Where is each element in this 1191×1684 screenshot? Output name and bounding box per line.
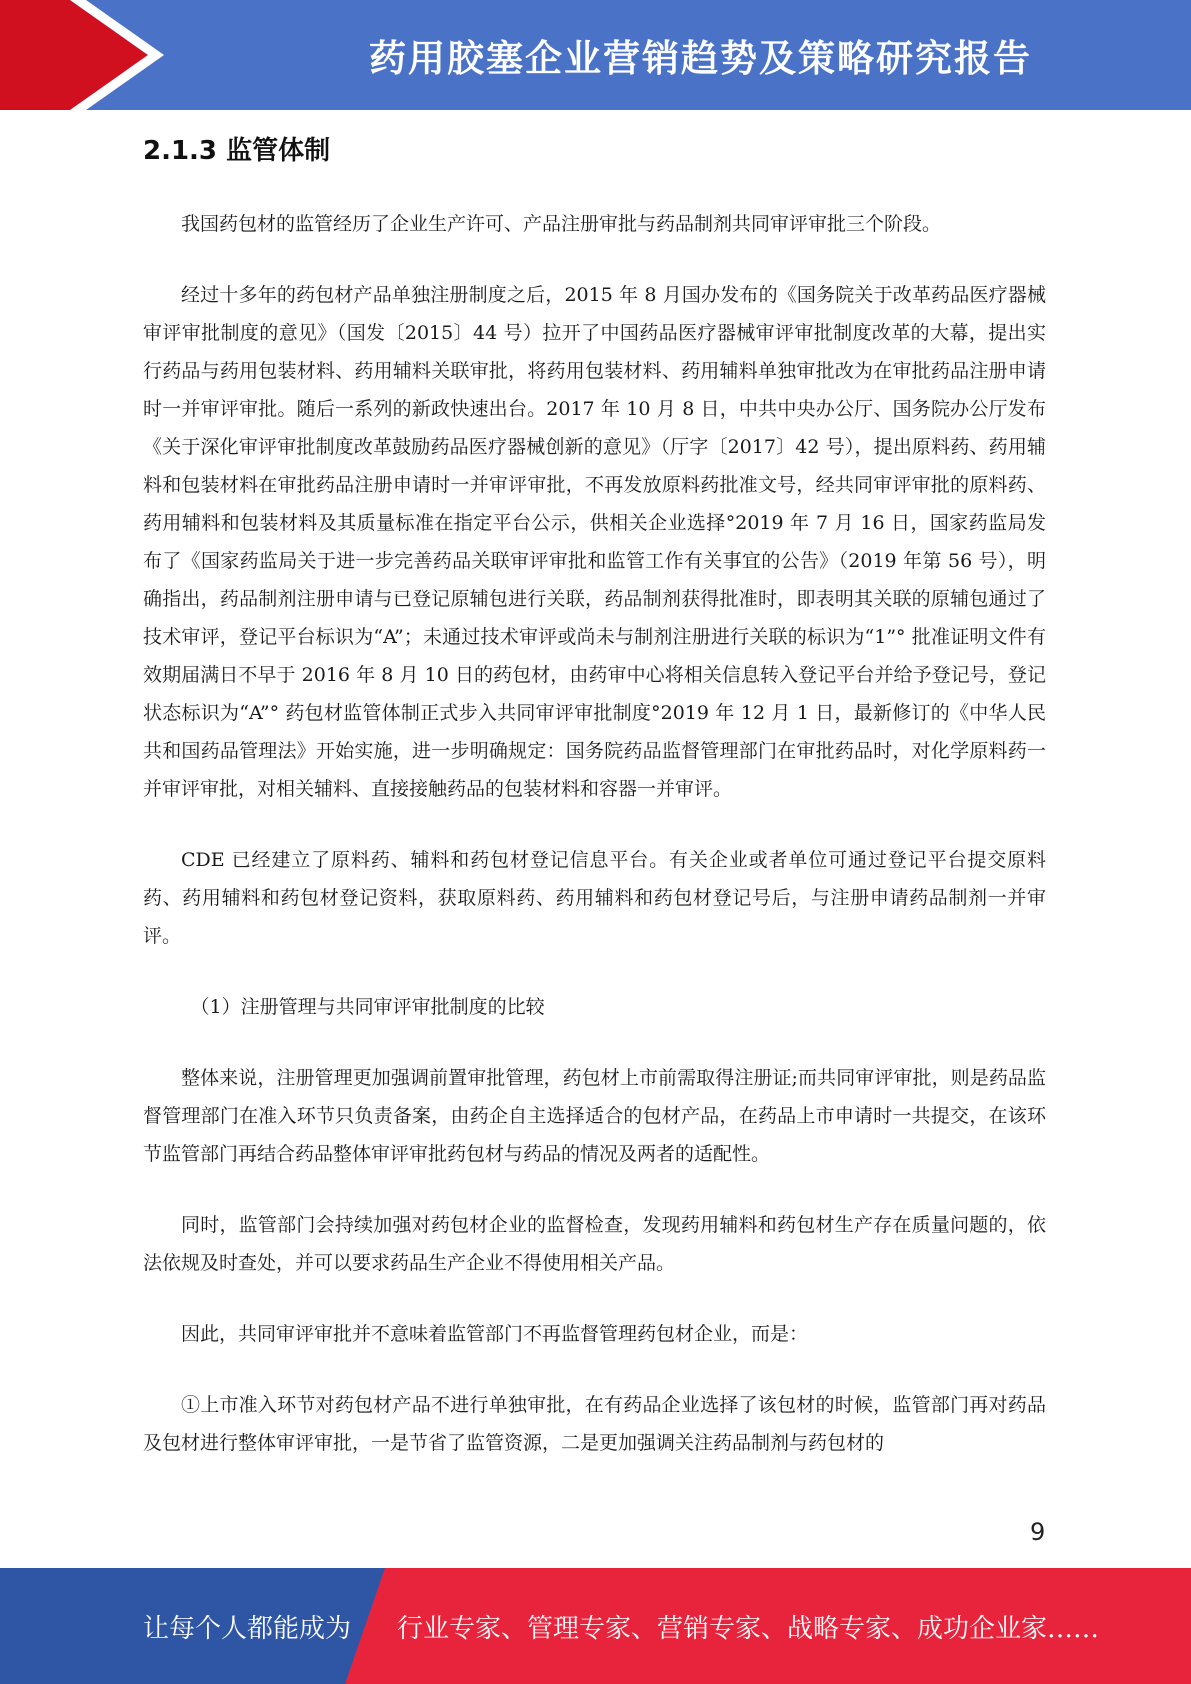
report-title: 药用胶塞企业营销趋势及策略研究报告	[369, 37, 1032, 80]
page-number: 9	[1030, 1518, 1046, 1546]
paragraph-point-one: ①上市准入环节对药包材产品不进行单独审批，在有药品企业选择了该包材的时候，监管部门再对药品及包材进行整体审评审批，一是节省了监管资源，二是更加强调关注药品制剂与药包材的	[143, 1394, 1046, 1454]
footer-slogan-left: 让每个人都能成为	[143, 1613, 352, 1644]
paragraph-supervision: 同时，监管部门会持续加强对药包材企业的监督检查，发现药用辅料和药包材生产存在质量问题的，依法依规及时查处，并可以要求药品生产企业不得使用相关产品。	[143, 1214, 1046, 1274]
section-heading: 2.1.3 监管体制	[143, 136, 331, 166]
page-footer	[0, 1568, 1191, 1684]
page-header	[0, 0, 1191, 110]
body-content	[143, 205, 1046, 1495]
paragraph-intro: 我国药包材的监管经历了企业生产许可、产品注册审批与药品制剂共同审评审批三个阶段。	[181, 213, 942, 235]
paragraph-history: 经过十多年的药包材产品单独注册制度之后，2015 年 8 月国办发布的《国务院关于改革药品医疗器械审评审批制度的意见》（国发〔2015〕44 号）拉开了中国药品医疗器械审评审批制度改革的大幕，提出实行药品与药用包装材料、药用辅料关联审批，将药用包装材料、药用辅料单独审批改为在审批药品注册申请时一并审评审批。随后一系列的新政快速出台。2017 年 10 月 8 日，中共中央办公厅、国务院办公厅发布《关于深化审评审批制度改革鼓励药品医疗器械创新的意见》（厅字〔2017〕42 号），提出原料药、药用辅料和包装材料在审批药品注册申请时一并审评审批，不再发放原料药批准文号，经共同审评审批的原料药、药用辅料和包装材料及其质量标准在指定平台公示，供相关企业选择°2019 年 7 月 16 日，国家药监局发布了《国家药监局关于进一步完善药品关联审评审批和监管工作有关事宜的公告》（2019 年第 56 号），明确指出，药品制剂注册申请与已登记原辅包进行关联，药品制剂获得批准时，即表明其关联的原辅包通过了技术审评，登记平台标识为“A”；未通过技术审评或尚未与制剂注册进行关联的标识为“1”° 批准证明文件有效期届满日不早于 2016 年 8 月 10 日的药包材，由药审中心将相关信息转入登记平台并给予登记号，登记状态标识为“A”° 药包材监管体制正式步入共同审评审批制度°2019 年 12 月 1 日，最新修订的《中华人民共和国药品管理法》开始实施，进一步明确规定：国务院药品监督管理部门在审批药品时，对化学原料药一并审评审批，对相关辅料、直接接触药品的包装材料和容器一并审评。	[143, 284, 1046, 800]
paragraph-overall: 整体来说，注册管理更加强调前置审批管理，药包材上市前需取得注册证;而共同审评审批，则是药品监督管理部门在准入环节只负责备案，由药企自主选择适合的包材产品，在药品上市申请时一共提交，在该环节监管部门再结合药品整体审评审批药包材与药品的情况及两者的适配性。	[143, 1067, 1046, 1165]
subheading-comparison: （1）注册管理与共同审评审批制度的比较	[190, 996, 545, 1018]
footer-slogan-right: 行业专家、管理专家、营销专家、战略专家、成功企业家……	[397, 1613, 1100, 1644]
paragraph-cde-platform: CDE 已经建立了原料药、辅料和药包材登记信息平台。有关企业或者单位可通过登记平台提交原料药、药用辅料和药包材登记资料，获取原料药、药用辅料和药包材登记号后，与注册申请药品制剂一并审评。	[143, 849, 1046, 947]
paragraph-therefore: 因此，共同审评审批并不意味着监管部门不再监督管理药包材企业，而是：	[181, 1323, 809, 1345]
